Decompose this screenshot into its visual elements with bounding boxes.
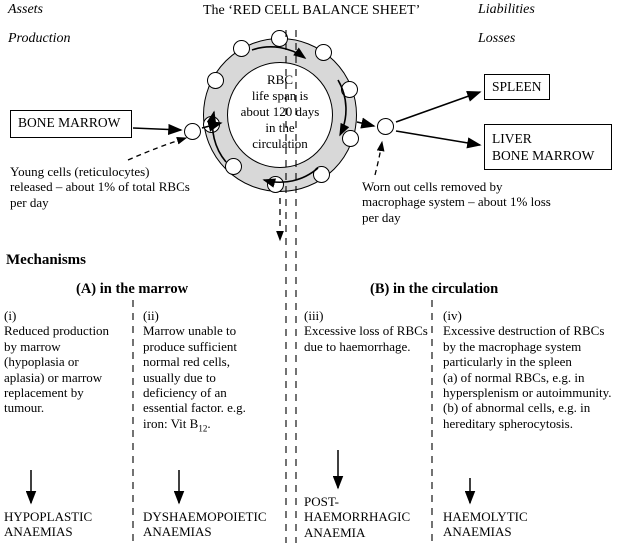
mechanism-roman-3: (iii) [304,308,324,323]
exit-rbc-cell [377,118,394,135]
rbc-cell [233,40,250,57]
balance-sheet-title: The ‘RED CELL BALANCE SHEET’ [203,3,421,18]
mechanism-roman-1: (i) [4,308,17,323]
rbc-cell [313,166,330,183]
outcome-4: HAEMOLYTIC ANAEMIAS [443,509,528,540]
group-a-title: (A) in the marrow [76,281,189,297]
mechanisms-title: Mechanisms [6,252,86,268]
mechanism-roman-4: (iv) [443,308,462,323]
rbc-circulation-donut [203,38,357,192]
outcome-3: POST- HAEMORRHAGIC ANAEMIA [304,494,411,540]
rbc-cell [203,116,220,133]
group-b-title: (B) in the circulation [370,281,499,297]
mechanism-column-1 [4,308,122,416]
mechanism-body-4: Excessive destruction of RBCs by the macrophage system particularly in the spleen (a) of normal RBCs, e.g. in hypersplenism or autoimmunity. (b) of abnormal cells, e.g. in hereditary spherocytosis. [443,323,612,431]
entry-rbc-cell [184,123,201,140]
mechanism-body-2: Marrow unable to produce sufficient normal red cells, usually due to deficiency of an essential factor. e.g. iron: Vit $B_{12}$. [143,323,246,434]
liver-bone-marrow-line2: BONE MARROW [492,148,595,163]
spleen-box: SPLEEN [484,74,550,100]
rbc-cell [267,176,284,193]
mechanism-body-1: Reduced production by marrow (hypoplasia or aplasia) or marrow replacement by tumour. [4,323,110,416]
rbc-cell [271,30,288,47]
mechanism-column-3 [304,308,432,354]
mechanism-column-2 [143,308,265,437]
liabilities-label: Liabilities [478,2,535,17]
outcome-1: HYPOPLASTIC ANAEMIAS [4,509,93,540]
production-label: Production [8,31,71,46]
losses-label: Losses [478,31,516,46]
bone-marrow-box: BONE MARROW [10,110,132,138]
rbc-cell [207,72,224,89]
mechanism-column-4 [443,308,615,431]
outcome-2: DYSHAEMOPOIETIC ANAEMIAS [143,509,267,540]
donut-label: RBC life span is about 120 days in the circulation [240,72,320,151]
rbc-cell [342,130,359,147]
mechanism-roman-2: (ii) [143,308,159,323]
mechanism-body-3: Excessive loss of RBCs due to haemorrhage. [304,323,428,354]
liver-bone-marrow-line1: LIVER [492,131,532,146]
rbc-cell [341,81,358,98]
assets-label: Assets [8,2,43,17]
rbc-cell [315,44,332,61]
young-cells-note: Young cells (reticulocytes) released – about 1% of total RBCs per day [10,164,190,210]
rbc-cell [225,158,242,175]
worn-out-cells-note: Worn out cells removed by macrophage system – about 1% loss per day [362,179,551,225]
liver-bone-marrow-box [484,124,612,170]
